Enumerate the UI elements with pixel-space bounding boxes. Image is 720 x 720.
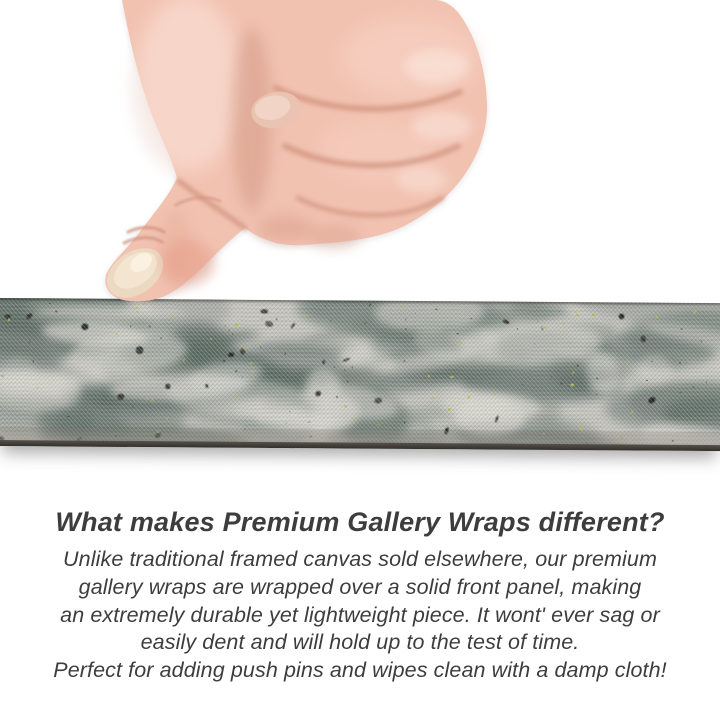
hand-fist-thumb-pressing-down-icon (80, 0, 490, 306)
description-text-block (0, 506, 720, 684)
body-line: gallery wraps are wrapped over a solid front panel, making (78, 574, 642, 599)
page-title: What makes Premium Gallery Wraps different? (55, 507, 665, 537)
body-line: easily dent and will hold up to the test of time. (140, 630, 580, 655)
body-line: an extremely durable yet lightweight piece. It wont' ever sag or (60, 602, 660, 627)
body-line: Unlike traditional framed canvas sold elsewhere, our premium (63, 547, 657, 572)
thumb-flush (162, 240, 214, 284)
canvas-gallery-wrap-edge (0, 298, 720, 451)
hand-thumb-press-photo (80, 0, 490, 306)
body-line: Perfect for adding push pins and wipes clean with a damp cloth! (53, 657, 667, 682)
